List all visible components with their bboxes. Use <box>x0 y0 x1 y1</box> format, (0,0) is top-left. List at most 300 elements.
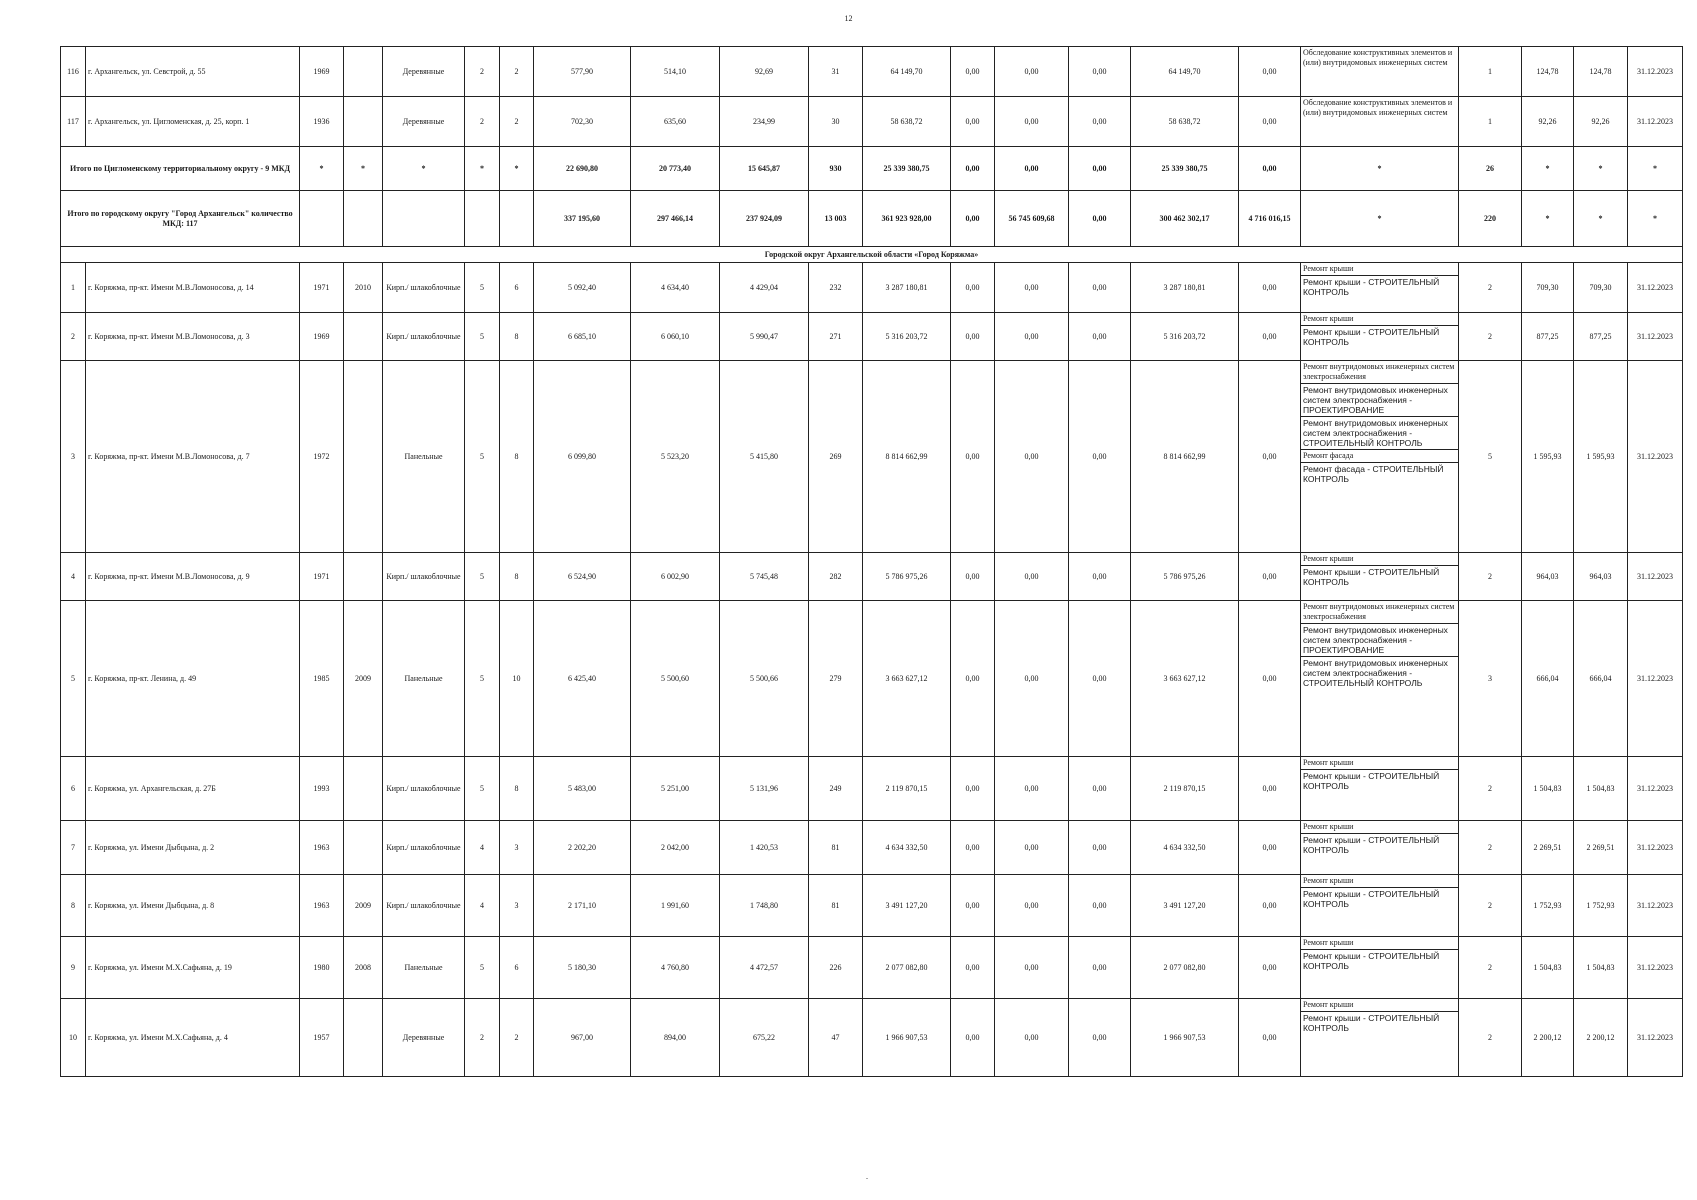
cell-wall-material: Панельные <box>383 361 465 553</box>
cell-floors: 2 <box>465 999 500 1077</box>
cell-residents: 269 <box>809 361 863 553</box>
cell-fund-4: 58 638,72 <box>1131 97 1239 147</box>
work-item: Ремонт крыши - СТРОИТЕЛЬНЫЙ КОНТРОЛЬ <box>1303 771 1440 791</box>
cell-address: г. Коряжма, пр-кт. Имени М.В.Ломоносова, д. 9 <box>86 553 300 601</box>
cell-cost-total: 58 638,72 <box>863 97 951 147</box>
cell-unit-cost: 2 269,51 <box>1522 821 1574 875</box>
cell-fund-3: 0,00 <box>1069 601 1131 757</box>
cell-area-residential: 5 500,66 <box>720 601 809 757</box>
cell-area-total: 5 180,30 <box>534 937 631 999</box>
cell-address: г. Коряжма, ул. Имени М.Х.Сафьяна, д. 19 <box>86 937 300 999</box>
cell-work-count: 2 <box>1459 313 1522 361</box>
subtotal-f3: 0,00 <box>1069 191 1131 247</box>
subtotal-area-living: 20 773,40 <box>631 147 720 191</box>
work-item: Ремонт крыши <box>1301 553 1458 566</box>
cell-wall-material: Деревянные <box>383 47 465 97</box>
cell-row-number: 5 <box>61 601 86 757</box>
table-row <box>61 553 1683 601</box>
cell-fund-5: 0,00 <box>1239 313 1301 361</box>
works-list <box>1301 875 1459 937</box>
cell-floors: 2 <box>465 47 500 97</box>
cell-entrances: 2 <box>500 999 534 1077</box>
cell-work-count: 5 <box>1459 361 1522 553</box>
subtotal-star: * <box>1628 147 1683 191</box>
subtotal-star: * <box>1522 147 1574 191</box>
cell-deadline: 31.12.2023 <box>1628 97 1683 147</box>
cell-fund-3: 0,00 <box>1069 821 1131 875</box>
cell-build-year: 1969 <box>300 47 344 97</box>
cell-entrances: 6 <box>500 937 534 999</box>
cell-cost-total: 3 287 180,81 <box>863 263 951 313</box>
cell-floors: 4 <box>465 875 500 937</box>
cell-row-number: 4 <box>61 553 86 601</box>
work-item: Ремонт фасада - СТРОИТЕЛЬНЫЙ КОНТРОЛЬ <box>1303 464 1444 484</box>
cell-fund-3: 0,00 <box>1069 97 1131 147</box>
subtotal-star: * <box>500 147 534 191</box>
cell-entrances: 3 <box>500 875 534 937</box>
cell-wall-material: Кирп./ шлакоблочные <box>383 263 465 313</box>
cell-row-number: 8 <box>61 875 86 937</box>
cell-area-living: 6 002,90 <box>631 553 720 601</box>
subtotal-star: * <box>465 147 500 191</box>
cell-area-residential: 1 420,53 <box>720 821 809 875</box>
subtotal-f2: 0,00 <box>995 147 1069 191</box>
cell-residents: 31 <box>809 47 863 97</box>
subtotal-f1: 0,00 <box>951 191 995 247</box>
cell-max-cost: 2 269,51 <box>1574 821 1628 875</box>
cell-fund-3: 0,00 <box>1069 937 1131 999</box>
cell-area-living: 5 251,00 <box>631 757 720 821</box>
cell-fund-1: 0,00 <box>951 601 995 757</box>
cell-address: г. Коряжма, пр-кт. Имени М.В.Ломоносова, д. 7 <box>86 361 300 553</box>
cell-deadline: 31.12.2023 <box>1628 875 1683 937</box>
cell-area-total: 6 425,40 <box>534 601 631 757</box>
cell-work-count: 2 <box>1459 263 1522 313</box>
cell-area-total: 702,30 <box>534 97 631 147</box>
cell-work-count: 1 <box>1459 47 1522 97</box>
cell-area-residential: 5 415,80 <box>720 361 809 553</box>
cell-fund-2: 0,00 <box>995 553 1069 601</box>
cell-rebuild-year <box>344 361 383 553</box>
subtotal-star: * <box>1574 191 1628 247</box>
subtotal-row <box>61 191 1683 247</box>
cell-address: г. Коряжма, пр-кт. Имени М.В.Ломоносова, д. 14 <box>86 263 300 313</box>
cell-wall-material: Панельные <box>383 601 465 757</box>
cell-deadline: 31.12.2023 <box>1628 47 1683 97</box>
cell-residents: 226 <box>809 937 863 999</box>
work-item: Ремонт крыши <box>1301 757 1458 770</box>
cell-residents: 47 <box>809 999 863 1077</box>
cell-work-count: 2 <box>1459 999 1522 1077</box>
cell-residents: 30 <box>809 97 863 147</box>
works-list <box>1301 47 1459 97</box>
cell-fund-4: 4 634 332,50 <box>1131 821 1239 875</box>
subtotal-star: * <box>344 147 383 191</box>
table-row <box>61 821 1683 875</box>
cell-fund-2: 0,00 <box>995 47 1069 97</box>
cell-fund-3: 0,00 <box>1069 361 1131 553</box>
cell-unit-cost: 1 752,93 <box>1522 875 1574 937</box>
cell-area-living: 1 991,60 <box>631 875 720 937</box>
subtotal-area-resid: 15 645,87 <box>720 147 809 191</box>
cell-max-cost: 124,78 <box>1574 47 1628 97</box>
cell-fund-2: 0,00 <box>995 361 1069 553</box>
cell-wall-material: Кирп./ шлакоблочные <box>383 757 465 821</box>
works-list <box>1301 313 1459 361</box>
housing-register-table <box>60 46 1683 1077</box>
cell-entrances: 8 <box>500 757 534 821</box>
cell-address: г. Архангельск, ул. Севстрой, д. 55 <box>86 47 300 97</box>
table-row <box>61 97 1683 147</box>
cell-max-cost: 1 595,93 <box>1574 361 1628 553</box>
cell-rebuild-year <box>344 47 383 97</box>
cell-fund-1: 0,00 <box>951 361 995 553</box>
cell-area-residential: 1 748,80 <box>720 875 809 937</box>
cell-work-count: 2 <box>1459 757 1522 821</box>
cell-area-living: 514,10 <box>631 47 720 97</box>
cell-floors: 5 <box>465 313 500 361</box>
cell-fund-3: 0,00 <box>1069 47 1131 97</box>
work-item: Ремонт крыши - СТРОИТЕЛЬНЫЙ КОНТРОЛЬ <box>1303 889 1440 909</box>
cell-entrances: 2 <box>500 47 534 97</box>
cell-build-year: 1963 <box>300 821 344 875</box>
cell-work-count: 2 <box>1459 553 1522 601</box>
cell-floors: 5 <box>465 757 500 821</box>
cell-cost-total: 8 814 662,99 <box>863 361 951 553</box>
subtotal-residents: 13 003 <box>809 191 863 247</box>
cell-deadline: 31.12.2023 <box>1628 757 1683 821</box>
cell-floors: 5 <box>465 601 500 757</box>
subtotal-count: 26 <box>1459 147 1522 191</box>
subtotal-star <box>344 191 383 247</box>
cell-cost-total: 4 634 332,50 <box>863 821 951 875</box>
cell-rebuild-year: 2009 <box>344 601 383 757</box>
cell-residents: 282 <box>809 553 863 601</box>
cell-entrances: 3 <box>500 821 534 875</box>
cell-area-total: 2 171,10 <box>534 875 631 937</box>
cell-fund-2: 0,00 <box>995 263 1069 313</box>
cell-wall-material: Кирп./ шлакоблочные <box>383 553 465 601</box>
cell-fund-4: 3 491 127,20 <box>1131 875 1239 937</box>
cell-unit-cost: 92,26 <box>1522 97 1574 147</box>
cell-unit-cost: 124,78 <box>1522 47 1574 97</box>
cell-area-total: 6 524,90 <box>534 553 631 601</box>
subtotal-star <box>465 191 500 247</box>
work-item: Ремонт крыши <box>1301 313 1458 326</box>
cell-row-number: 9 <box>61 937 86 999</box>
cell-cost-total: 3 491 127,20 <box>863 875 951 937</box>
cell-row-number: 10 <box>61 999 86 1077</box>
cell-rebuild-year <box>344 757 383 821</box>
cell-residents: 232 <box>809 263 863 313</box>
table-row <box>61 313 1683 361</box>
cell-max-cost: 1 504,83 <box>1574 937 1628 999</box>
cell-residents: 271 <box>809 313 863 361</box>
cell-area-living: 635,60 <box>631 97 720 147</box>
cell-area-living: 2 042,00 <box>631 821 720 875</box>
cell-floors: 5 <box>465 553 500 601</box>
cell-fund-1: 0,00 <box>951 757 995 821</box>
cell-area-living: 5 500,60 <box>631 601 720 757</box>
cell-fund-4: 3 663 627,12 <box>1131 601 1239 757</box>
cell-max-cost: 1 752,93 <box>1574 875 1628 937</box>
cell-fund-5: 0,00 <box>1239 757 1301 821</box>
cell-area-residential: 234,99 <box>720 97 809 147</box>
cell-cost-total: 64 149,70 <box>863 47 951 97</box>
work-item: Ремонт внутридомовых инженерных систем электроснабжения <box>1301 601 1458 624</box>
cell-address: г. Архангельск, ул. Цигломенская, д. 25, корп. 1 <box>86 97 300 147</box>
work-item: Ремонт крыши <box>1301 937 1458 950</box>
cell-floors: 2 <box>465 97 500 147</box>
section-title: Городской округ Архангельской области «Город Коряжма» <box>61 247 1683 263</box>
cell-fund-3: 0,00 <box>1069 757 1131 821</box>
subtotal-f1: 0,00 <box>951 147 995 191</box>
cell-fund-2: 0,00 <box>995 97 1069 147</box>
cell-cost-total: 5 786 975,26 <box>863 553 951 601</box>
work-item: Ремонт крыши - СТРОИТЕЛЬНЫЙ КОНТРОЛЬ <box>1303 1013 1440 1033</box>
subtotal-f4: 300 462 302,17 <box>1131 191 1239 247</box>
cell-work-count: 3 <box>1459 601 1522 757</box>
works-list <box>1301 263 1459 313</box>
works-list <box>1301 601 1459 757</box>
page-number: 12 <box>844 14 853 23</box>
cell-wall-material: Кирп./ шлакоблочные <box>383 821 465 875</box>
subtotal-area-total: 22 690,80 <box>534 147 631 191</box>
cell-fund-3: 0,00 <box>1069 553 1131 601</box>
cell-row-number: 6 <box>61 757 86 821</box>
works-list <box>1301 999 1459 1077</box>
cell-fund-5: 0,00 <box>1239 601 1301 757</box>
cell-fund-5: 0,00 <box>1239 361 1301 553</box>
cell-fund-1: 0,00 <box>951 875 995 937</box>
works-list <box>1301 757 1459 821</box>
cell-max-cost: 709,30 <box>1574 263 1628 313</box>
cell-row-number: 117 <box>61 97 86 147</box>
cell-rebuild-year <box>344 97 383 147</box>
cell-rebuild-year <box>344 999 383 1077</box>
works-list <box>1301 937 1459 999</box>
subtotal-residents: 930 <box>809 147 863 191</box>
subtotal-f4: 25 339 380,75 <box>1131 147 1239 191</box>
cell-deadline: 31.12.2023 <box>1628 361 1683 553</box>
cell-fund-1: 0,00 <box>951 821 995 875</box>
cell-wall-material: Панельные <box>383 937 465 999</box>
cell-cost-total: 1 966 907,53 <box>863 999 951 1077</box>
cell-fund-2: 0,00 <box>995 757 1069 821</box>
work-item: Ремонт внутридомовых инженерных систем электроснабжения - СТРОИТЕЛЬНЫЙ КОНТРОЛЬ <box>1301 417 1458 450</box>
cell-floors: 5 <box>465 937 500 999</box>
cell-build-year: 1936 <box>300 97 344 147</box>
cell-address: г. Коряжма, ул. Имени Дыбцына, д. 8 <box>86 875 300 937</box>
cell-address: г. Коряжма, пр-кт. Ленина, д. 49 <box>86 601 300 757</box>
cell-area-total: 577,90 <box>534 47 631 97</box>
section-title-row <box>61 247 1683 263</box>
work-item: Ремонт внутридомовых инженерных систем электроснабжения - ПРОЕКТИРОВАНИЕ <box>1301 624 1458 657</box>
work-item: Ремонт крыши - СТРОИТЕЛЬНЫЙ КОНТРОЛЬ <box>1303 327 1440 347</box>
table-row <box>61 361 1683 553</box>
cell-fund-4: 5 786 975,26 <box>1131 553 1239 601</box>
table-row <box>61 601 1683 757</box>
cell-entrances: 10 <box>500 601 534 757</box>
cell-wall-material: Деревянные <box>383 999 465 1077</box>
cell-fund-1: 0,00 <box>951 313 995 361</box>
work-item: Ремонт внутридомовых инженерных систем электроснабжения - ПРОЕКТИРОВАНИЕ <box>1301 384 1458 417</box>
cell-unit-cost: 1 595,93 <box>1522 361 1574 553</box>
cell-area-residential: 5 745,48 <box>720 553 809 601</box>
cell-max-cost: 2 200,12 <box>1574 999 1628 1077</box>
cell-build-year: 1980 <box>300 937 344 999</box>
cell-address: г. Коряжма, пр-кт. Имени М.В.Ломоносова, д. 3 <box>86 313 300 361</box>
subtotal-area-total: 337 195,60 <box>534 191 631 247</box>
cell-rebuild-year: 2010 <box>344 263 383 313</box>
subtotal-star: * <box>1574 147 1628 191</box>
cell-address: г. Коряжма, ул. Имени Дыбцына, д. 2 <box>86 821 300 875</box>
subtotal-area-resid: 237 924,09 <box>720 191 809 247</box>
cell-fund-4: 5 316 203,72 <box>1131 313 1239 361</box>
cell-fund-5: 0,00 <box>1239 875 1301 937</box>
table-row <box>61 263 1683 313</box>
cell-build-year: 1969 <box>300 313 344 361</box>
subtotal-star <box>383 191 465 247</box>
cell-max-cost: 964,03 <box>1574 553 1628 601</box>
cell-area-living: 5 523,20 <box>631 361 720 553</box>
cell-deadline: 31.12.2023 <box>1628 821 1683 875</box>
cell-area-total: 967,00 <box>534 999 631 1077</box>
table-row <box>61 757 1683 821</box>
cell-unit-cost: 666,04 <box>1522 601 1574 757</box>
cell-fund-2: 0,00 <box>995 821 1069 875</box>
table-row <box>61 875 1683 937</box>
subtotal-area-living: 297 466,14 <box>631 191 720 247</box>
subtotal-star: * <box>1301 191 1459 247</box>
cell-address: г. Коряжма, ул. Архангельская, д. 27Б <box>86 757 300 821</box>
work-item: Обследование конструктивных элементов и (или) внутридомовых инженерных систем <box>1303 48 1453 67</box>
subtotal-label: Итого по Цигломенскому территориальному округу - 9 МКД <box>61 147 300 191</box>
cell-deadline: 31.12.2023 <box>1628 601 1683 757</box>
cell-fund-5: 0,00 <box>1239 47 1301 97</box>
cell-max-cost: 92,26 <box>1574 97 1628 147</box>
cell-unit-cost: 877,25 <box>1522 313 1574 361</box>
cell-area-living: 4 760,80 <box>631 937 720 999</box>
subtotal-f5: 0,00 <box>1239 147 1301 191</box>
cell-build-year: 1985 <box>300 601 344 757</box>
cell-row-number: 7 <box>61 821 86 875</box>
subtotal-f5: 4 716 016,15 <box>1239 191 1301 247</box>
cell-row-number: 2 <box>61 313 86 361</box>
cell-area-living: 6 060,10 <box>631 313 720 361</box>
cell-residents: 81 <box>809 821 863 875</box>
cell-area-total: 6 685,10 <box>534 313 631 361</box>
works-list <box>1301 821 1459 875</box>
cell-entrances: 2 <box>500 97 534 147</box>
subtotal-count: 220 <box>1459 191 1522 247</box>
cell-build-year: 1993 <box>300 757 344 821</box>
cell-fund-4: 64 149,70 <box>1131 47 1239 97</box>
cell-max-cost: 877,25 <box>1574 313 1628 361</box>
cell-fund-1: 0,00 <box>951 999 995 1077</box>
cell-fund-5: 0,00 <box>1239 937 1301 999</box>
cell-build-year: 1972 <box>300 361 344 553</box>
cell-fund-4: 2 119 870,15 <box>1131 757 1239 821</box>
cell-row-number: 3 <box>61 361 86 553</box>
cell-fund-1: 0,00 <box>951 553 995 601</box>
cell-floors: 5 <box>465 361 500 553</box>
subtotal-star <box>300 191 344 247</box>
cell-area-total: 6 099,80 <box>534 361 631 553</box>
cell-fund-4: 1 966 907,53 <box>1131 999 1239 1077</box>
work-item: Обследование конструктивных элементов и (или) внутридомовых инженерных систем <box>1303 98 1453 117</box>
table-row <box>61 47 1683 97</box>
work-item: Ремонт крыши <box>1301 999 1458 1012</box>
cell-fund-5: 0,00 <box>1239 553 1301 601</box>
cell-max-cost: 666,04 <box>1574 601 1628 757</box>
cell-cost-total: 2 077 082,80 <box>863 937 951 999</box>
cell-cost-total: 3 663 627,12 <box>863 601 951 757</box>
subtotal-f3: 0,00 <box>1069 147 1131 191</box>
cell-fund-2: 0,00 <box>995 875 1069 937</box>
cell-rebuild-year <box>344 821 383 875</box>
cell-fund-1: 0,00 <box>951 937 995 999</box>
cell-area-total: 2 202,20 <box>534 821 631 875</box>
cell-area-residential: 5 990,47 <box>720 313 809 361</box>
cell-area-total: 5 483,00 <box>534 757 631 821</box>
cell-area-living: 4 634,40 <box>631 263 720 313</box>
table-row <box>61 999 1683 1077</box>
cell-max-cost: 1 504,83 <box>1574 757 1628 821</box>
cell-entrances: 8 <box>500 553 534 601</box>
cell-fund-5: 0,00 <box>1239 821 1301 875</box>
work-item: Ремонт крыши <box>1301 263 1458 276</box>
cell-fund-3: 0,00 <box>1069 999 1131 1077</box>
cell-fund-5: 0,00 <box>1239 97 1301 147</box>
work-item: Ремонт фасада <box>1301 450 1458 463</box>
cell-residents: 81 <box>809 875 863 937</box>
cell-fund-2: 0,00 <box>995 999 1069 1077</box>
cell-fund-3: 0,00 <box>1069 313 1131 361</box>
work-item: Ремонт крыши - СТРОИТЕЛЬНЫЙ КОНТРОЛЬ <box>1303 951 1440 971</box>
cell-deadline: 31.12.2023 <box>1628 937 1683 999</box>
cell-unit-cost: 2 200,12 <box>1522 999 1574 1077</box>
cell-build-year: 1963 <box>300 875 344 937</box>
cell-work-count: 2 <box>1459 937 1522 999</box>
cell-rebuild-year <box>344 313 383 361</box>
cell-floors: 4 <box>465 821 500 875</box>
cell-area-residential: 4 429,04 <box>720 263 809 313</box>
table-row <box>61 937 1683 999</box>
cell-fund-2: 0,00 <box>995 937 1069 999</box>
cell-residents: 279 <box>809 601 863 757</box>
cell-rebuild-year: 2009 <box>344 875 383 937</box>
cell-wall-material: Кирп./ шлакоблочные <box>383 313 465 361</box>
cell-build-year: 1971 <box>300 263 344 313</box>
cell-row-number: 116 <box>61 47 86 97</box>
work-item: Ремонт крыши - СТРОИТЕЛЬНЫЙ КОНТРОЛЬ <box>1303 567 1440 587</box>
cell-fund-1: 0,00 <box>951 97 995 147</box>
cell-work-count: 1 <box>1459 97 1522 147</box>
subtotal-row <box>61 147 1683 191</box>
cell-cost-total: 2 119 870,15 <box>863 757 951 821</box>
cell-deadline: 31.12.2023 <box>1628 263 1683 313</box>
cell-unit-cost: 709,30 <box>1522 263 1574 313</box>
cell-fund-3: 0,00 <box>1069 875 1131 937</box>
cell-fund-3: 0,00 <box>1069 263 1131 313</box>
subtotal-star: * <box>300 147 344 191</box>
cell-deadline: 31.12.2023 <box>1628 313 1683 361</box>
work-item: Ремонт крыши - СТРОИТЕЛЬНЫЙ КОНТРОЛЬ <box>1303 835 1440 855</box>
work-item: Ремонт крыши <box>1301 821 1458 834</box>
cell-area-residential: 92,69 <box>720 47 809 97</box>
cell-unit-cost: 1 504,83 <box>1522 937 1574 999</box>
